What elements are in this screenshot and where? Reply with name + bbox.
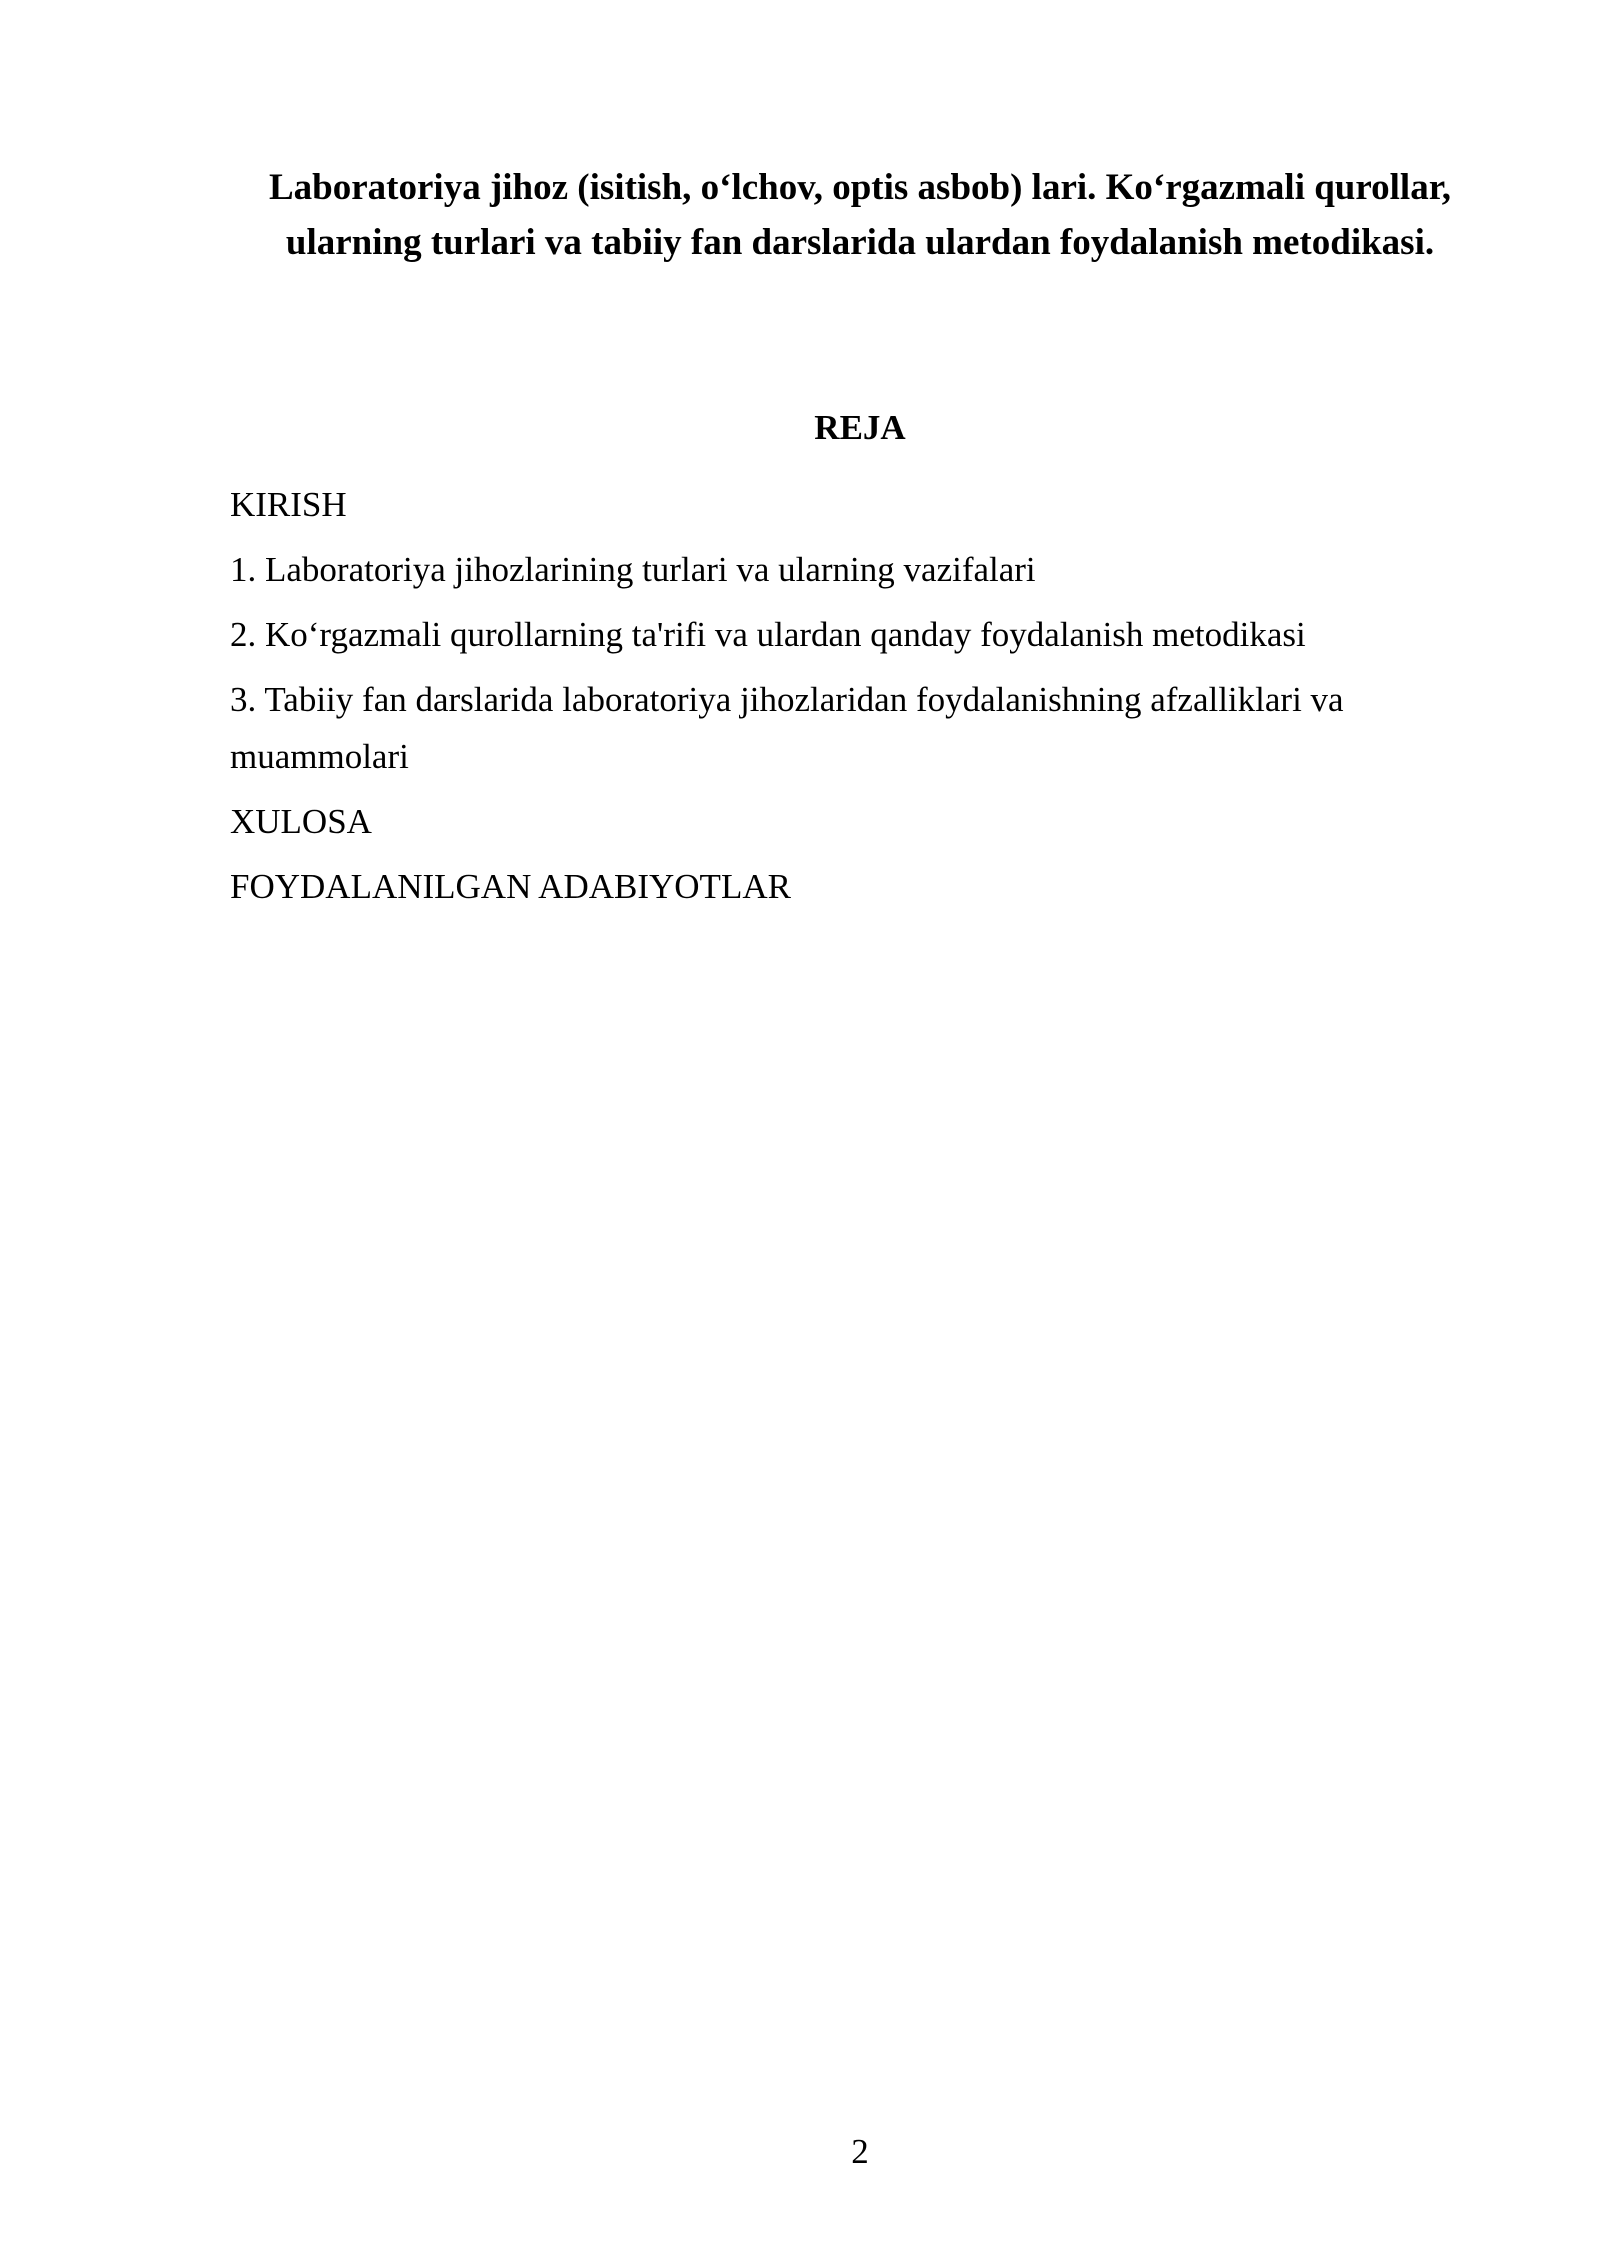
plan-list [230, 476, 1500, 923]
plan-item-conclusion: XULOSA [230, 802, 372, 841]
plan-item-3: 3. Tabiiy fan darslarida laboratoriya jihozlaridan foydalanishning afzalliklari va muammolari [230, 680, 1344, 776]
document-title-line-2: ularning turlari va tabiiy fan darslarida ulardan foydalanish metodikasi. [285, 222, 1435, 263]
plan-item-2: 2. Ko‘rgazmali qurollarning ta'rifi va ulardan qanday foydalanish metodikasi [230, 615, 1306, 654]
document-title [230, 160, 1490, 270]
plan-item-references: FOYDALANILGAN ADABIYOTLAR [230, 867, 791, 906]
plan-heading: REJA [814, 408, 906, 447]
document-title-line-1: Laboratoriya jihoz (isitish, o‘lchov, optis asbob) lari. Ko‘rgazmali qurollar, [269, 167, 1451, 208]
page-number: 2 [851, 2132, 869, 2171]
plan-item-1: 1. Laboratoriya jihozlarining turlari va ularning vazifalari [230, 550, 1036, 589]
plan-item-introduction: KIRISH [230, 485, 347, 524]
